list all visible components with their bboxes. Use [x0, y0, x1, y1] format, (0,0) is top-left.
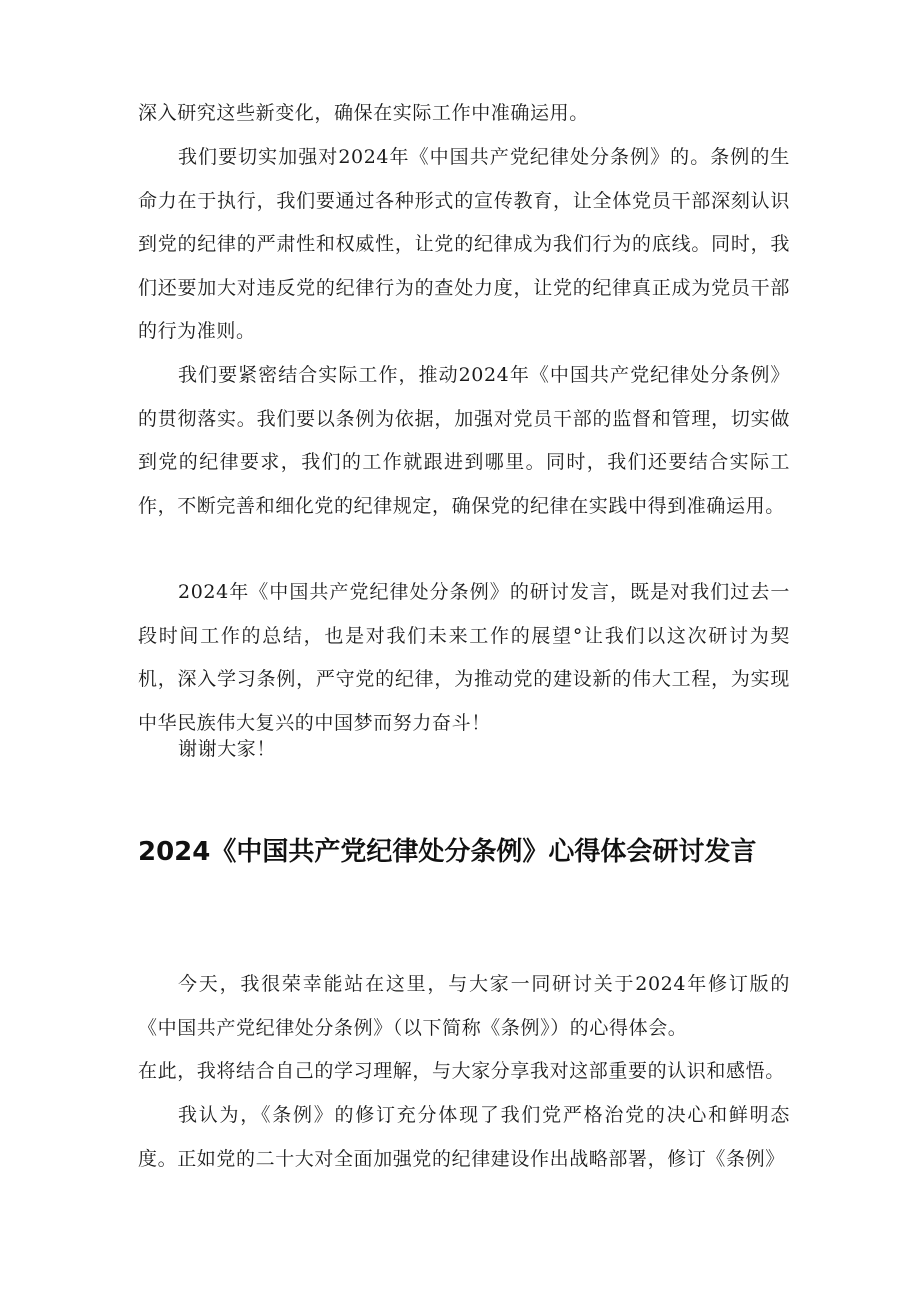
- paragraph-opinion: 我认为，《条例》的修订充分体现了我们党严格治党的决心和鲜明态度。正如党的二十大对全面加强党的纪律建设作出战略部署，修订《条例》: [138, 1104, 790, 1170]
- paragraph-intro-continued: 在此，我将结合自己的学习理解，与大家分享我对这部重要的认识和感悟。: [138, 1060, 785, 1082]
- paragraph-continuation: 深入研究这些新变化，确保在实际工作中准确运用。: [138, 102, 589, 124]
- paragraph-thanks: 谢谢大家！: [178, 738, 277, 760]
- paragraph-implementation: 我们要紧密结合实际工作，推动2024年《中国共产党纪律处分条例》的贯彻落实。我们要以条例为依据，加强对党员干部的监督和管理，切实做到党的纪律要求，我们的工作就跟进到哪里。同时，我们还要结合实际工作，不断完善和细化党的纪律规定，确保党的纪律在实践中得到准确运用。: [138, 364, 790, 517]
- paragraph-intro: 今天，我很荣幸能站在这里，与大家一同研讨关于2024年修订版的《中国共产党纪律处分条例》（以下简称《条例》）的心得体会。: [138, 973, 790, 1039]
- section-heading: 2024《中国共产党纪律处分条例》心得体会研讨发言: [138, 837, 757, 867]
- paragraph-summary: 2024年《中国共产党纪律处分条例》的研讨发言，既是对我们过去一段时间工作的总结，也是对我们未来工作的展望°让我们以这次研讨为契机，深入学习条例，严守党的纪律，为推动党的建设新的伟大工程，为实现中华民族伟大复兴的中国梦而努力奋斗！: [138, 581, 790, 734]
- paragraph-strengthen-regulations: 我们要切实加强对2024年《中国共产党纪律处分条例》的。条例的生命力在于执行，我们要通过各种形式的宣传教育，让全体党员干部深刻认识到党的纪律的严肃性和权威性，让党的纪律成为我们行为的底线。同时，我们还要加大对违反党的纪律行为的查处力度，让党的纪律真正成为党员干部的行为准则。: [138, 146, 790, 342]
